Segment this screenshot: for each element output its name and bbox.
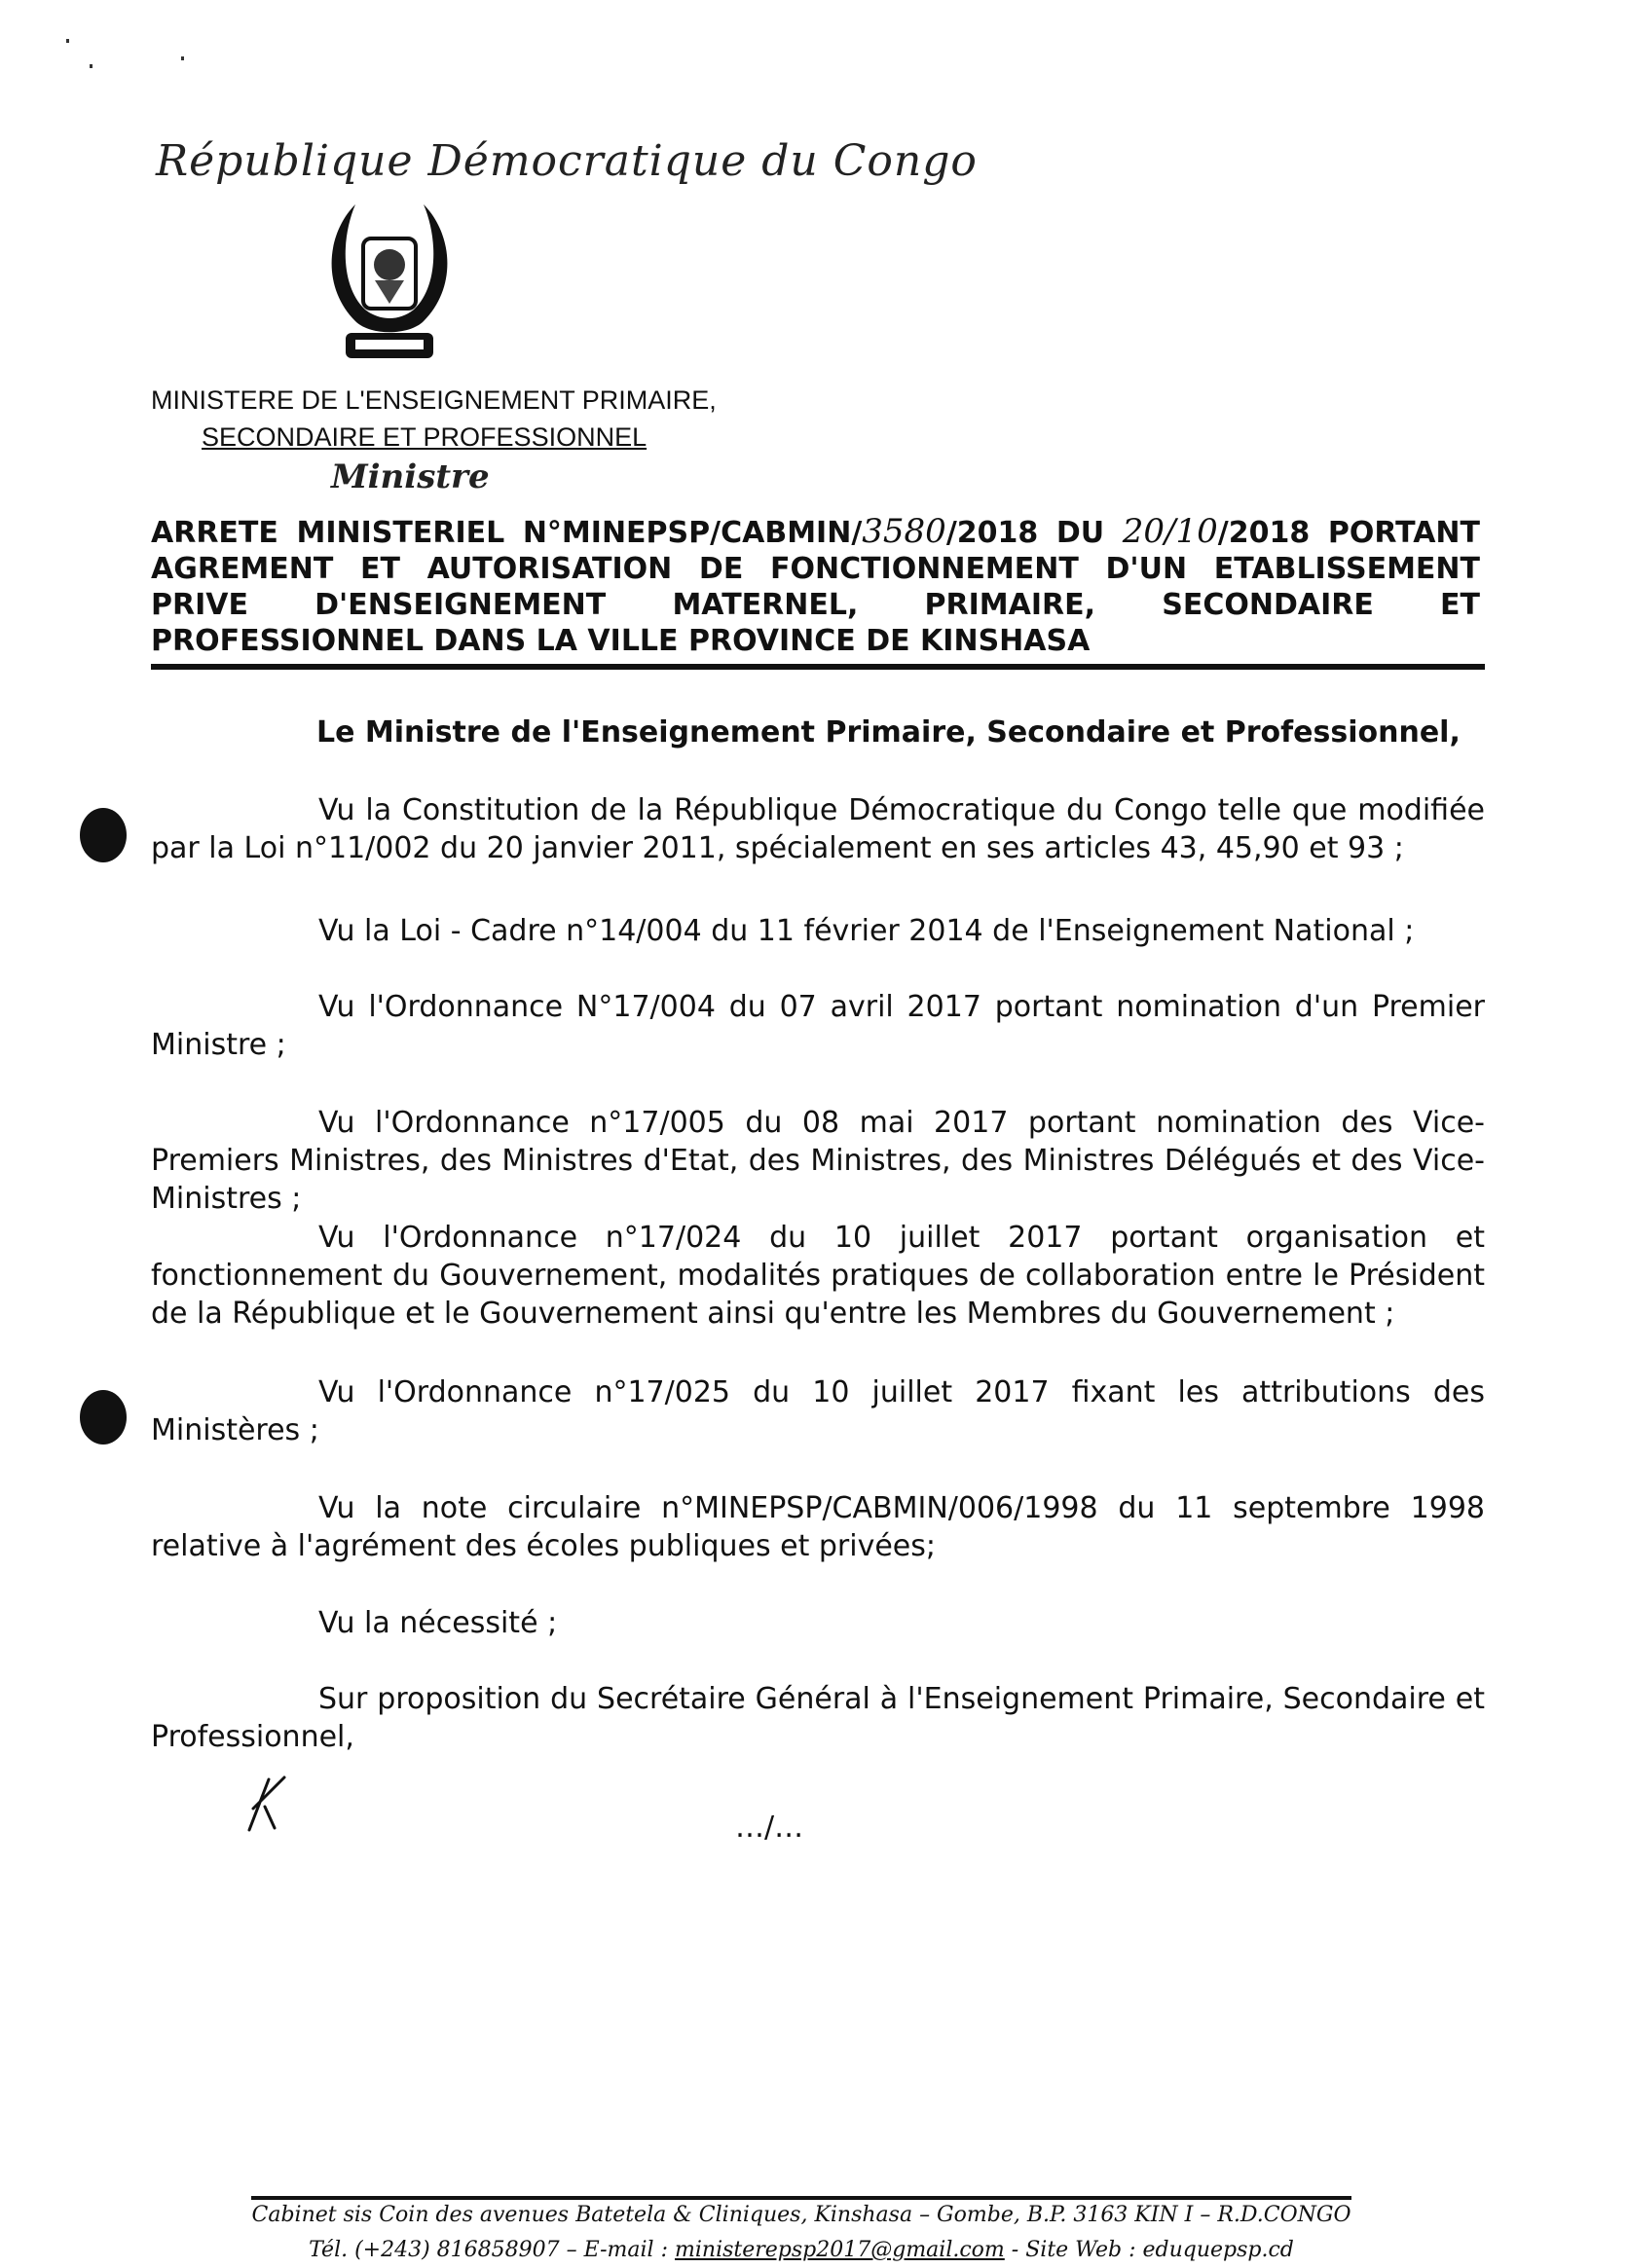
ministry-line-1: MINISTERE DE L'ENSEIGNEMENT PRIMAIRE,	[151, 385, 717, 415]
office-label: Ministre	[331, 457, 490, 496]
recital-paragraph: Vu l'Ordonnance N°17/004 du 07 avril 2017 portant nomination d'un Premier Ministre ;	[151, 990, 1485, 1062]
addressee: Le Ministre de l'Enseignement Primaire, Secondaire et Professionnel,	[316, 715, 1461, 750]
recital-paragraph: Sur proposition du Secrétaire Général à l'Enseignement Primaire, Secondaire et Professionnel,	[151, 1682, 1485, 1754]
continuation-mark: …/…	[735, 1811, 804, 1845]
punch-hole-mark	[80, 808, 127, 862]
decree-date-handwritten: 20/10	[1122, 512, 1218, 551]
decree-title-part-1: ARRETE MINISTERIEL N°MINEPSP/CABMIN/	[151, 516, 863, 550]
decree-title	[151, 514, 1480, 659]
initials-signature	[241, 1770, 300, 1838]
recital-paragraph: Vu l'Ordonnance n°17/005 du 08 mai 2017 portant nomination des Vice-Premiers Ministres, des Ministres d'Etat, des Ministres, des Ministres Délégués et des Vice-Ministres ;	[151, 1106, 1485, 1216]
ministry-line-2: SECONDAIRE ET PROFESSIONNEL	[202, 422, 648, 452]
footer-line-1: Cabinet sis Coin des avenues Batetela & Cliniques, Kinshasa – Gombe, B.P. 3163 KIN I – R.D.CONGO	[251, 2203, 1351, 2227]
recital-paragraph: Vu l'Ordonnance n°17/024 du 10 juillet 2017 portant organisation et fonctionnement du Gouvernement, modalités pratiques de collaboration entre le Président de la République et le Gouvernement ainsi qu'entre les Membres du Gouvernement ;	[151, 1221, 1485, 1331]
recital-paragraph: Vu la Constitution de la République Démocratique du Congo telle que modifiée par la Loi n°11/002 du 20 janvier 2011, spécialement en ses articles 43, 45,90 et 93 ;	[151, 793, 1485, 865]
footer-address	[251, 2198, 1351, 2268]
recital-paragraph: Vu la note circulaire n°MINEPSP/CABMIN/006/1998 du 11 septembre 1998 relative à l'agrément des écoles publiques et privées;	[151, 1491, 1485, 1563]
footer-email-link[interactable]: ministerepsp2017@gmail.com	[675, 2238, 1005, 2262]
title-divider	[151, 664, 1485, 670]
decree-title-part-3: /2018 PORTANT AGREMENT ET AUTORISATION DE FONCTIONNEMENT D'UN ETABLISSEMENT PRIVE D'ENSEIGNEMENT MATERNEL, PRIMAIRE, SECONDAIRE ET PROFESSIONNEL DANS LA VILLE PROVINCE DE KINSHASA	[151, 516, 1481, 658]
ministry-name	[151, 382, 717, 456]
decree-number-handwritten: 3580	[862, 512, 946, 551]
footer-line-2: Tél. (+243) 816858907 – E-mail : ministerepsp2017@gmail.com - Site Web : eduquepsp.cd	[309, 2238, 1294, 2262]
recital-paragraph: Vu la nécessité ;	[318, 1606, 558, 1640]
punch-hole-mark	[80, 1390, 127, 1445]
coat-of-arms-icon	[316, 195, 462, 370]
recital-paragraph: Vu la Loi - Cadre n°14/004 du 11 février 2014 de l'Enseignement National ;	[318, 914, 1415, 948]
country-heading: République Démocratique du Congo	[156, 136, 978, 186]
decree-title-part-2: /2018 DU	[945, 516, 1123, 550]
recital-paragraph: Vu l'Ordonnance n°17/025 du 10 juillet 2017 fixant les attributions des Ministères ;	[151, 1375, 1485, 1447]
